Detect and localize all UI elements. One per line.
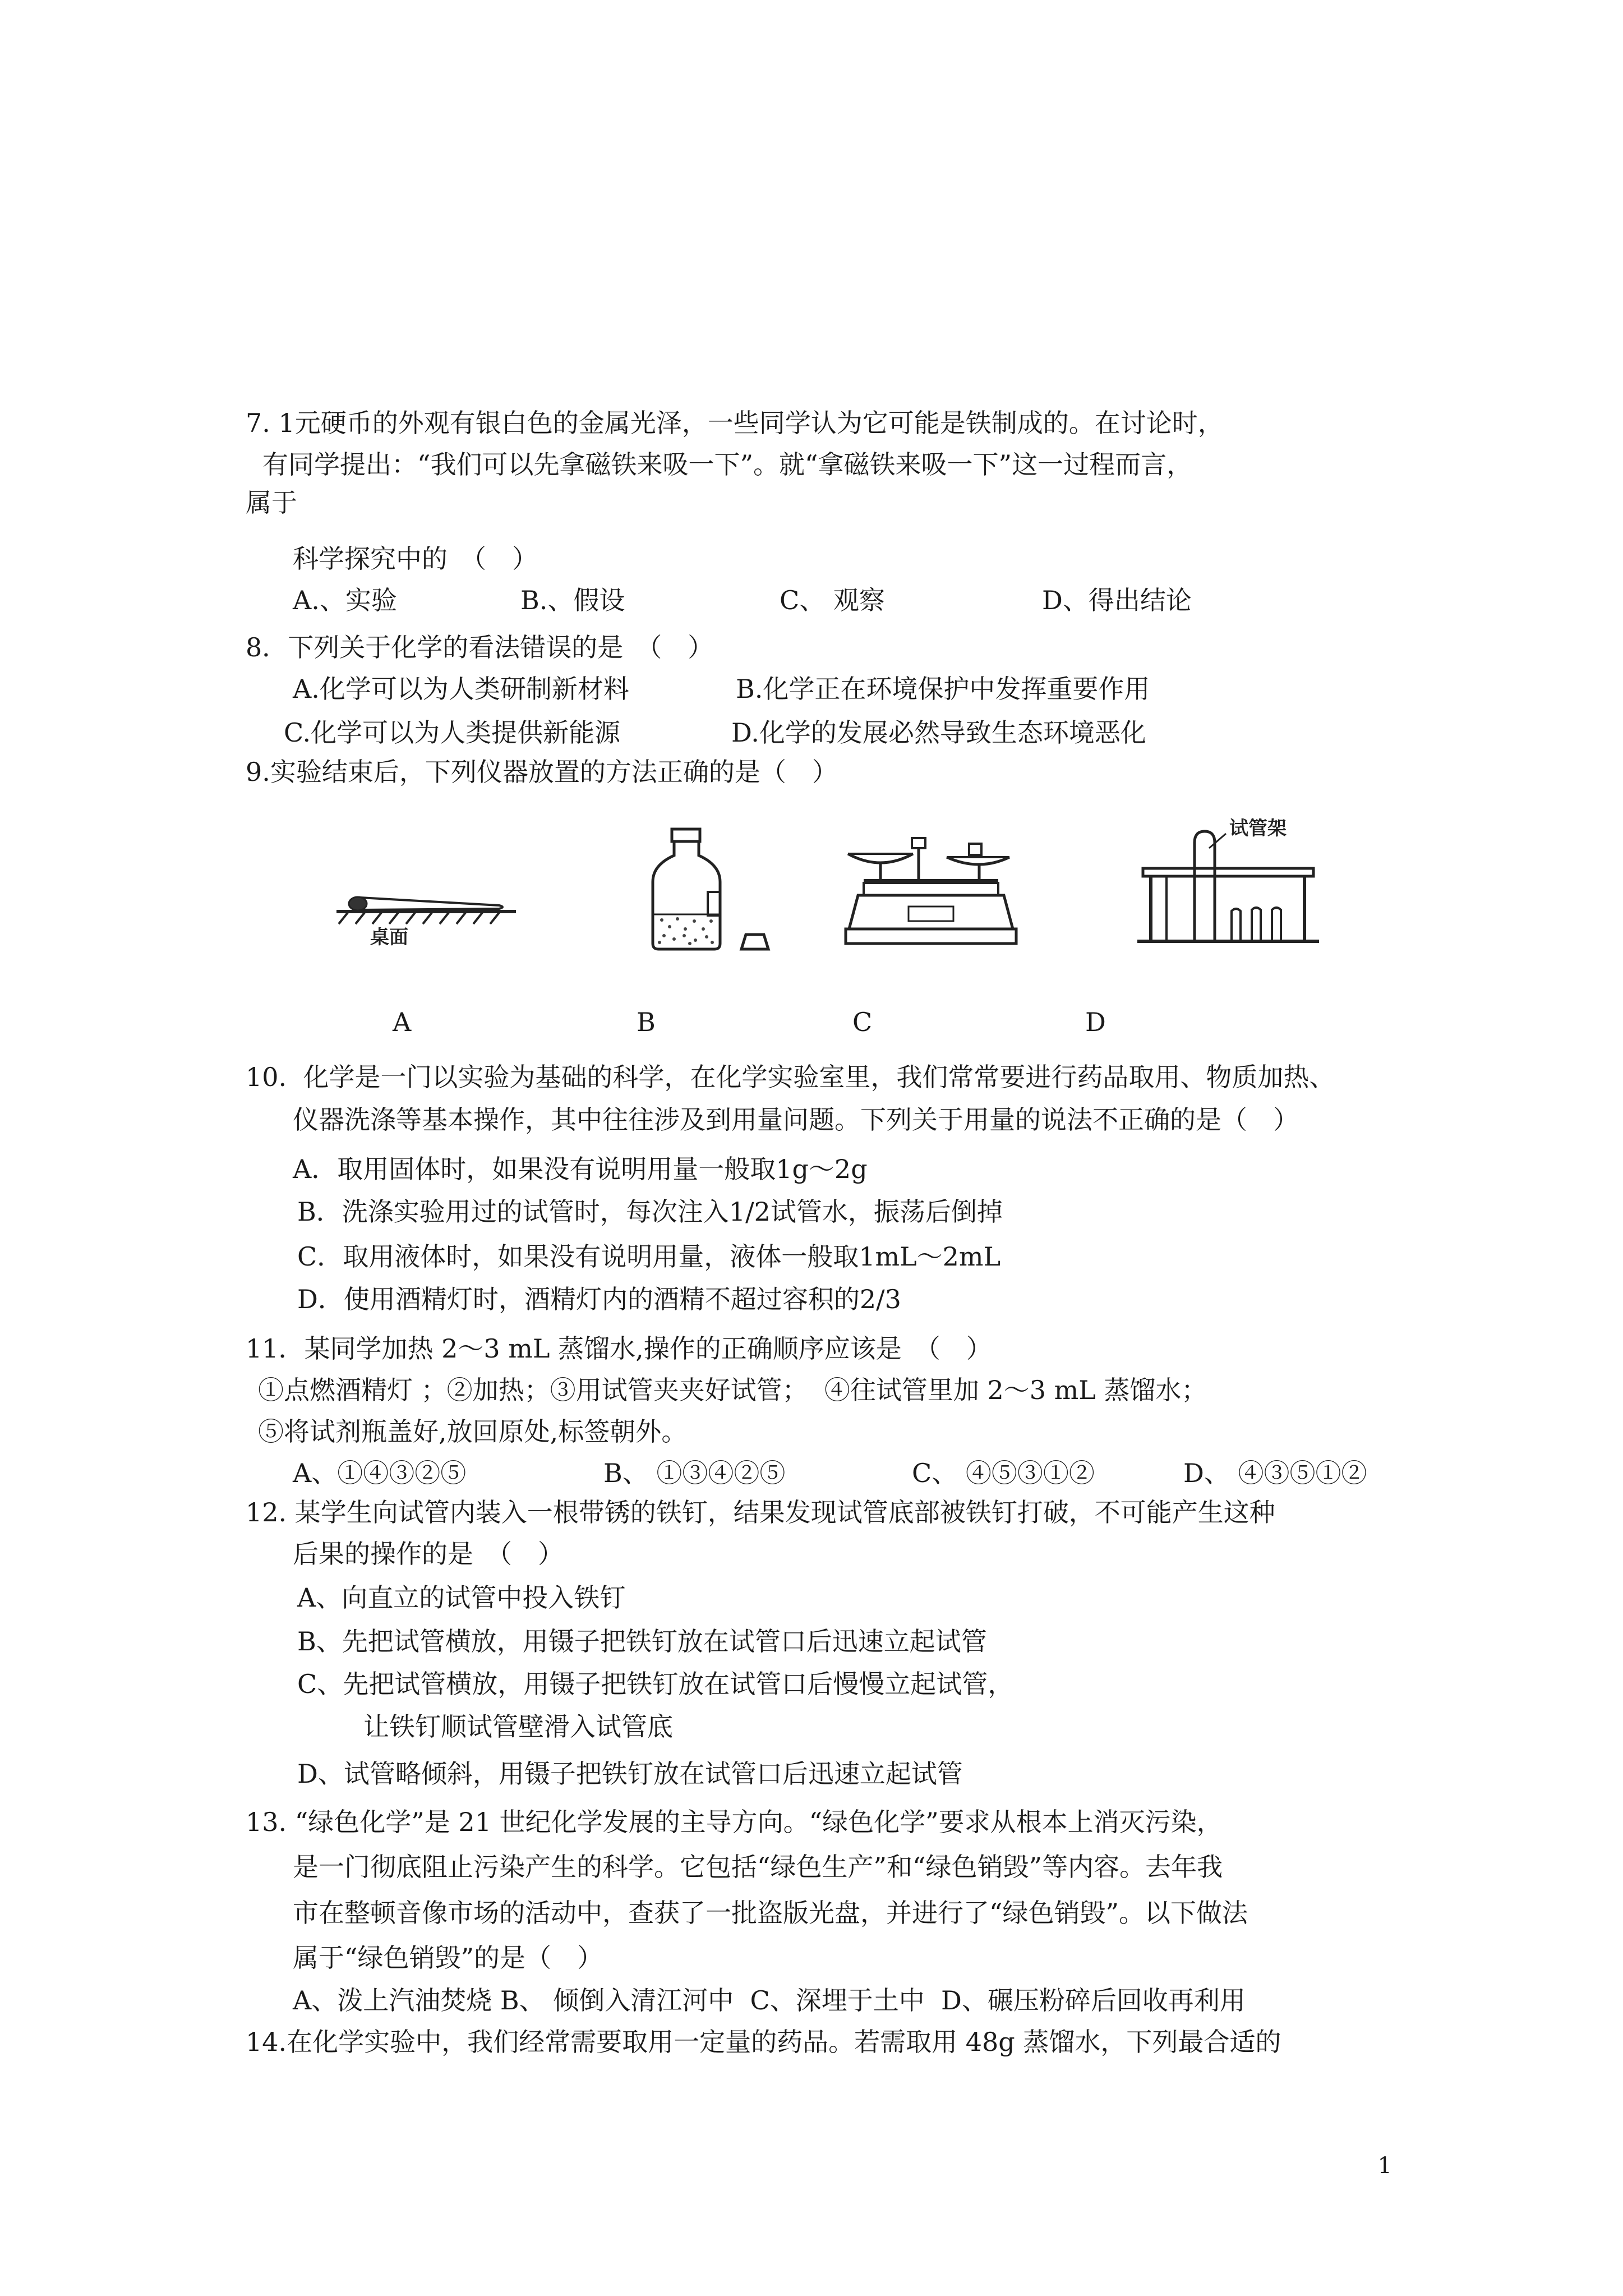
- q8-option-b: B.化学正在环境保护中发挥重要作用: [736, 674, 1150, 704]
- q8-stem: 8．下列关于化学的看法错误的是 （ ）: [246, 632, 714, 662]
- q9-stem: 9.实验结束后，下列仪器放置的方法正确的是（ ）: [246, 757, 838, 787]
- q11-option-c: C、 ④⑤③①②: [912, 1458, 1095, 1488]
- q7-option-a: A.、实验: [293, 585, 397, 615]
- q7-line4: 科学探究中的 （ ）: [293, 544, 538, 574]
- q7-line3: 属于: [246, 487, 297, 518]
- q10-line1: 10. 化学是一门以实验为基础的科学，在化学实验室里，我们常常要进行药品取用、物质加热、: [246, 1062, 1335, 1092]
- figure-a-test-tube-on-table: [331, 881, 527, 959]
- q8-option-a: A.化学可以为人类研制新材料: [293, 674, 629, 704]
- q10-line2: 仪器洗涤等基本操作，其中往往涉及到用量问题。下列关于用量的说法不正确的是（ ）: [293, 1105, 1299, 1135]
- q10-option-b: B．洗涤实验用过的试管时，每次注入1/2试管水，振荡后倒掉: [297, 1197, 1003, 1227]
- figure-d-test-tube-rack: [1133, 808, 1324, 954]
- figure-c-balance: [841, 825, 1021, 959]
- q11-option-d: D、 ④③⑤①②: [1183, 1458, 1367, 1488]
- q9-label-a: A: [393, 1007, 412, 1037]
- q12-option-d: D、试管略倾斜，用镊子把铁钉放在试管口后迅速立起试管: [297, 1759, 963, 1789]
- q7-option-d: D、得出结论: [1042, 585, 1192, 615]
- q11-steps-line1: ①点燃酒精灯 ；②加热；③用试管夹夹好试管； ④往试管里加 2～3 mL 蒸馏水；: [258, 1375, 1207, 1405]
- page-number: 1: [1377, 2153, 1392, 2179]
- q9-label-b: B: [637, 1007, 656, 1037]
- q9-label-d: D: [1085, 1007, 1106, 1037]
- figure-b-reagent-bottle: [645, 825, 780, 959]
- q12-option-a: A、向直立的试管中投入铁钉: [297, 1582, 626, 1613]
- q12-option-c-cont: 让铁钉顺试管壁滑入试管底: [363, 1711, 673, 1742]
- q10-option-a: A．取用固体时，如果没有说明用量一般取1g～2g: [293, 1154, 868, 1184]
- q8-option-c: C.化学可以为人类提供新能源: [284, 717, 621, 748]
- q13-line4: 属于“绿色销毁”的是（ ）: [293, 1943, 603, 1973]
- q11-steps-line2: ⑤将试剂瓶盖好,放回原处,标签朝外。: [258, 1416, 688, 1447]
- q13-line2: 是一门彻底阻止污染产生的科学。它包括“绿色生产”和“绿色销毁”等内容。去年我: [293, 1852, 1223, 1882]
- q14-line1: 14.在化学实验中，我们经常需要取用一定量的药品。若需取用 48g 蒸馏水，下列最合适的: [246, 2027, 1281, 2057]
- q12-option-b: B、先把试管横放，用镊子把铁钉放在试管口后迅速立起试管: [297, 1626, 987, 1657]
- q7-line2: 有同学提出：“我们可以先拿磁铁来吸一下”。就“拿磁铁来吸一下”这一过程而言，: [262, 449, 1193, 480]
- q13-line1: 13. “绿色化学”是 21 世纪化学发展的主导方向。“绿色化学”要求从根本上消灭污染，: [246, 1807, 1223, 1837]
- q12-option-c: C、先把试管横放，用镊子把铁钉放在试管口后慢慢立起试管，: [297, 1669, 1014, 1699]
- q7-option-c: C、 观察: [780, 585, 885, 615]
- figure-a-label: 桌面: [370, 926, 408, 949]
- q9-label-c: C: [852, 1007, 873, 1037]
- q13-line3: 市在整顿音像市场的活动中，查获了一批盗版光盘，并进行了“绿色销毁”。以下做法: [293, 1898, 1248, 1928]
- q10-option-d: D．使用酒精灯时，酒精灯内的酒精不超过容积的2/3: [297, 1284, 901, 1314]
- q7-line1: 7. 1元硬币的外观有银白色的金属光泽，一些同学认为它可能是铁制成的。在讨论时，: [246, 408, 1224, 438]
- figure-d-label: 试管架: [1229, 817, 1287, 840]
- q12-line2: 后果的操作的是 （ ）: [293, 1539, 564, 1569]
- q10-option-c: C．取用液体时，如果没有说明用量，液体一般取1mL～2mL: [297, 1241, 1001, 1272]
- q8-option-d: D.化学的发展必然导致生态环境恶化: [731, 717, 1146, 748]
- q11-option-b: B、 ①③④②⑤: [603, 1458, 786, 1488]
- q7-option-b: B.、假设: [520, 585, 625, 615]
- q13-options: A、泼上汽油焚烧 B、 倾倒入清江河中 C、深埋于土中 D、碾压粉碎后回收再利用: [293, 1985, 1246, 2016]
- q11-stem: 11．某同学加热 2～3 mL 蒸馏水,操作的正确顺序应该是 （ ）: [246, 1333, 992, 1364]
- q12-line1: 12. 某学生向试管内装入一根带锈的铁钉，结果发现试管底部被铁钉打破，不可能产生这种: [246, 1497, 1275, 1527]
- q11-option-a: A、①④③②⑤: [293, 1458, 467, 1488]
